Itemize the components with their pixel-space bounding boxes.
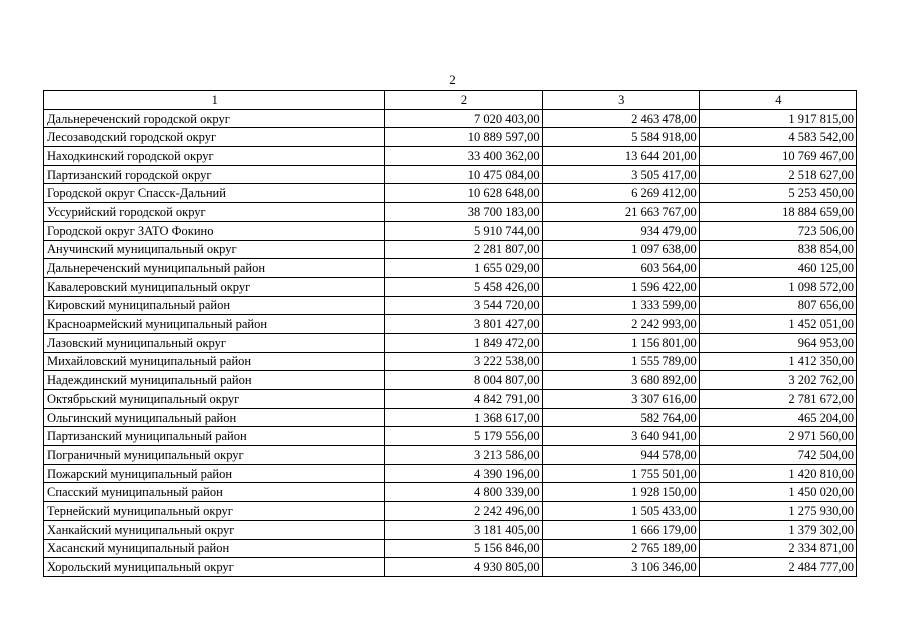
column-3-value-cell: 3 307 616,00 — [542, 390, 699, 409]
table-row — [44, 315, 857, 334]
municipality-name-cell: Михайловский муниципальный район — [44, 352, 385, 371]
column-2-value-cell: 5 156 846,00 — [385, 539, 542, 558]
column-4-value-cell: 2 518 627,00 — [699, 165, 856, 184]
table-row — [44, 408, 857, 427]
column-2-value-cell: 4 930 805,00 — [385, 558, 542, 577]
column-4-value-cell: 2 484 777,00 — [699, 558, 856, 577]
column-2-value-cell: 3 222 538,00 — [385, 352, 542, 371]
column-2-value-cell: 4 842 791,00 — [385, 390, 542, 409]
table-row — [44, 277, 857, 296]
table-row — [44, 502, 857, 521]
column-3-value-cell: 6 269 412,00 — [542, 184, 699, 203]
column-4-value-cell: 742 504,00 — [699, 446, 856, 465]
column-3-value-cell: 1 156 801,00 — [542, 333, 699, 352]
column-4-value-cell: 465 204,00 — [699, 408, 856, 427]
table-row — [44, 221, 857, 240]
table-row — [44, 539, 857, 558]
table-row — [44, 558, 857, 577]
column-header-2: 2 — [385, 91, 542, 110]
table-body — [44, 109, 857, 576]
column-2-value-cell: 10 475 084,00 — [385, 165, 542, 184]
column-4-value-cell: 2 781 672,00 — [699, 390, 856, 409]
municipality-name-cell: Лесозаводский городской округ — [44, 128, 385, 147]
header-row — [44, 91, 857, 110]
column-header-1: 1 — [44, 91, 385, 110]
column-4-value-cell: 2 971 560,00 — [699, 427, 856, 446]
municipality-name-cell: Хасанский муниципальный район — [44, 539, 385, 558]
table-row — [44, 352, 857, 371]
column-2-value-cell: 3 544 720,00 — [385, 296, 542, 315]
column-header-3: 3 — [542, 91, 699, 110]
table-row — [44, 109, 857, 128]
table-row — [44, 333, 857, 352]
column-3-value-cell: 944 578,00 — [542, 446, 699, 465]
column-4-value-cell: 5 253 450,00 — [699, 184, 856, 203]
table-row — [44, 128, 857, 147]
column-3-value-cell: 1 505 433,00 — [542, 502, 699, 521]
municipality-name-cell: Спасский муниципальный район — [44, 483, 385, 502]
municipality-name-cell: Партизанский муниципальный район — [44, 427, 385, 446]
column-2-value-cell: 1 368 617,00 — [385, 408, 542, 427]
column-2-value-cell: 4 800 339,00 — [385, 483, 542, 502]
column-2-value-cell: 7 020 403,00 — [385, 109, 542, 128]
column-3-value-cell: 603 564,00 — [542, 259, 699, 278]
page-number: 2 — [449, 72, 456, 87]
column-4-value-cell: 1 412 350,00 — [699, 352, 856, 371]
column-3-value-cell: 1 596 422,00 — [542, 277, 699, 296]
column-2-value-cell: 5 458 426,00 — [385, 277, 542, 296]
municipality-name-cell: Октябрьский муниципальный округ — [44, 390, 385, 409]
column-4-value-cell: 2 334 871,00 — [699, 539, 856, 558]
column-4-value-cell: 3 202 762,00 — [699, 371, 856, 390]
column-3-value-cell: 2 765 189,00 — [542, 539, 699, 558]
municipality-name-cell: Находкинский городской округ — [44, 147, 385, 166]
table-row — [44, 165, 857, 184]
municipality-name-cell: Уссурийский городской округ — [44, 203, 385, 222]
column-3-value-cell: 1 928 150,00 — [542, 483, 699, 502]
column-2-value-cell: 3 213 586,00 — [385, 446, 542, 465]
column-4-value-cell: 1 450 020,00 — [699, 483, 856, 502]
column-3-value-cell: 1 555 789,00 — [542, 352, 699, 371]
table-row — [44, 147, 857, 166]
column-3-value-cell: 3 106 346,00 — [542, 558, 699, 577]
column-2-value-cell: 5 179 556,00 — [385, 427, 542, 446]
municipality-name-cell: Дальнереченский городской округ — [44, 109, 385, 128]
municipality-name-cell: Пограничный муниципальный округ — [44, 446, 385, 465]
municipality-name-cell: Ольгинский муниципальный район — [44, 408, 385, 427]
column-4-value-cell: 1 452 051,00 — [699, 315, 856, 334]
municipality-name-cell: Партизанский городской округ — [44, 165, 385, 184]
municipality-name-cell: Дальнереченский муниципальный район — [44, 259, 385, 278]
column-4-value-cell: 4 583 542,00 — [699, 128, 856, 147]
column-4-value-cell: 10 769 467,00 — [699, 147, 856, 166]
column-4-value-cell: 1 379 302,00 — [699, 520, 856, 539]
table-row — [44, 296, 857, 315]
municipality-name-cell: Кировский муниципальный район — [44, 296, 385, 315]
column-3-value-cell: 3 680 892,00 — [542, 371, 699, 390]
column-3-value-cell: 2 463 478,00 — [542, 109, 699, 128]
column-2-value-cell: 10 628 648,00 — [385, 184, 542, 203]
column-3-value-cell: 1 755 501,00 — [542, 464, 699, 483]
data-table — [43, 90, 857, 577]
column-2-value-cell: 1 655 029,00 — [385, 259, 542, 278]
column-header-4: 4 — [699, 91, 856, 110]
column-3-value-cell: 21 663 767,00 — [542, 203, 699, 222]
municipality-name-cell: Хорольский муниципальный округ — [44, 558, 385, 577]
table-row — [44, 259, 857, 278]
municipality-name-cell: Пожарский муниципальный район — [44, 464, 385, 483]
column-4-value-cell: 1 098 572,00 — [699, 277, 856, 296]
column-2-value-cell: 1 849 472,00 — [385, 333, 542, 352]
table-row — [44, 464, 857, 483]
municipality-name-cell: Надеждинский муниципальный район — [44, 371, 385, 390]
column-2-value-cell: 5 910 744,00 — [385, 221, 542, 240]
column-2-value-cell: 3 181 405,00 — [385, 520, 542, 539]
municipality-name-cell: Ханкайский муниципальный округ — [44, 520, 385, 539]
column-4-value-cell: 460 125,00 — [699, 259, 856, 278]
column-2-value-cell: 3 801 427,00 — [385, 315, 542, 334]
municipality-name-cell: Красноармейский муниципальный район — [44, 315, 385, 334]
table-row — [44, 371, 857, 390]
municipality-name-cell: Кавалеровский муниципальный округ — [44, 277, 385, 296]
municipality-name-cell: Лазовский муниципальный округ — [44, 333, 385, 352]
column-2-value-cell: 2 281 807,00 — [385, 240, 542, 259]
municipality-name-cell: Тернейский муниципальный округ — [44, 502, 385, 521]
column-4-value-cell: 723 506,00 — [699, 221, 856, 240]
table-row — [44, 184, 857, 203]
table-row — [44, 240, 857, 259]
column-3-value-cell: 3 505 417,00 — [542, 165, 699, 184]
table-header — [44, 91, 857, 110]
column-4-value-cell: 1 420 810,00 — [699, 464, 856, 483]
column-3-value-cell: 934 479,00 — [542, 221, 699, 240]
column-2-value-cell: 33 400 362,00 — [385, 147, 542, 166]
column-2-value-cell: 10 889 597,00 — [385, 128, 542, 147]
column-3-value-cell: 5 584 918,00 — [542, 128, 699, 147]
column-3-value-cell: 1 097 638,00 — [542, 240, 699, 259]
table-row — [44, 390, 857, 409]
column-3-value-cell: 1 333 599,00 — [542, 296, 699, 315]
column-4-value-cell: 1 917 815,00 — [699, 109, 856, 128]
column-2-value-cell: 4 390 196,00 — [385, 464, 542, 483]
column-3-value-cell: 1 666 179,00 — [542, 520, 699, 539]
table-row — [44, 446, 857, 465]
column-4-value-cell: 964 953,00 — [699, 333, 856, 352]
column-2-value-cell: 2 242 496,00 — [385, 502, 542, 521]
column-4-value-cell: 18 884 659,00 — [699, 203, 856, 222]
table-row — [44, 520, 857, 539]
column-3-value-cell: 3 640 941,00 — [542, 427, 699, 446]
column-3-value-cell: 13 644 201,00 — [542, 147, 699, 166]
table-row — [44, 203, 857, 222]
column-3-value-cell: 2 242 993,00 — [542, 315, 699, 334]
municipality-name-cell: Городской округ ЗАТО Фокино — [44, 221, 385, 240]
municipality-name-cell: Городской округ Спасск-Дальний — [44, 184, 385, 203]
municipality-name-cell: Анучинский муниципальный округ — [44, 240, 385, 259]
table-row — [44, 483, 857, 502]
column-2-value-cell: 38 700 183,00 — [385, 203, 542, 222]
column-2-value-cell: 8 004 807,00 — [385, 371, 542, 390]
column-4-value-cell: 807 656,00 — [699, 296, 856, 315]
column-4-value-cell: 838 854,00 — [699, 240, 856, 259]
column-3-value-cell: 582 764,00 — [542, 408, 699, 427]
column-4-value-cell: 1 275 930,00 — [699, 502, 856, 521]
table-row — [44, 427, 857, 446]
